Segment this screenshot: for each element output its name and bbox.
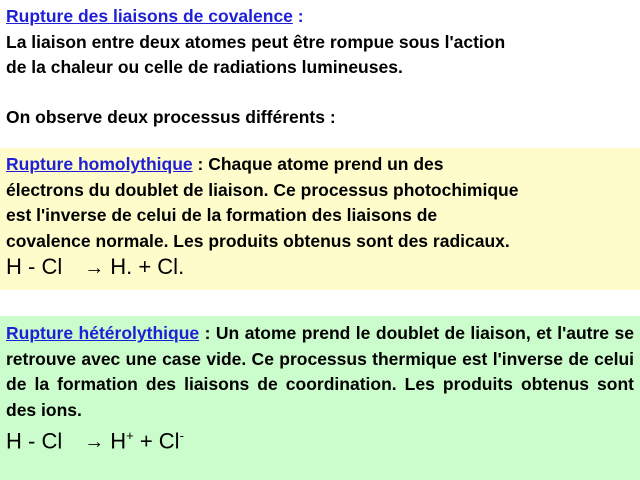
- heterolytic-box: [0, 316, 640, 480]
- heterolytic-eq-left: H - Cl: [6, 428, 63, 454]
- heterolytic-paragraph: [0, 316, 640, 423]
- homolytic-line-1: [0, 148, 640, 178]
- homolytic-line-3: est l'inverse de celui de la formation des liaisons de: [6, 205, 438, 225]
- intro-title: Rupture des liaisons de covalence: [6, 6, 293, 26]
- homolytic-eq-right: H. + Cl.: [110, 254, 185, 279]
- homolytic-line-2: électrons du doublet de liaison. Ce processus photochimique: [6, 179, 519, 200]
- heterolytic-eq-cl-charge: -: [179, 428, 184, 443]
- heterolytic-eq-h: H: [110, 428, 127, 454]
- homolytic-eq-left: H - Cl: [6, 254, 63, 279]
- homolytic-line-1-text: : Chaque atome prend un des: [192, 154, 444, 174]
- observe-text: On observe deux processus différents :: [6, 107, 336, 127]
- intro-line-1: La liaison entre deux atomes peut être rompue sous l'action: [6, 31, 506, 52]
- heterolytic-text: : Un atome prend le doublet de liaison, et l'autre se retrouve avec une case vide. Ce processus thermique est l'inverse de celui de la formation des liaisons de coordination. Les produits obtenus sont des ions.: [6, 323, 634, 420]
- homolytic-box: [0, 148, 640, 290]
- heterolytic-title: Rupture hétérolythique: [6, 323, 200, 343]
- heterolytic-eq-h-charge: +: [126, 428, 134, 443]
- heterolytic-equation: [0, 423, 640, 455]
- intro-section: [0, 4, 640, 81]
- homolytic-line-4: covalence normale. Les produits obtenus sont des radicaux.: [6, 230, 510, 251]
- arrow-icon: →: [84, 431, 105, 454]
- observe-section: [0, 105, 640, 131]
- intro-line-2: de la chaleur ou celle de radiations lumineuses.: [6, 57, 403, 77]
- homolytic-equation: [0, 254, 640, 281]
- intro-title-line: [0, 4, 640, 30]
- intro-title-separator: :: [292, 6, 304, 26]
- heterolytic-eq-cl: + Cl: [133, 428, 180, 454]
- arrow-icon: →: [84, 257, 105, 279]
- homolytic-title: Rupture homolythique: [6, 154, 193, 174]
